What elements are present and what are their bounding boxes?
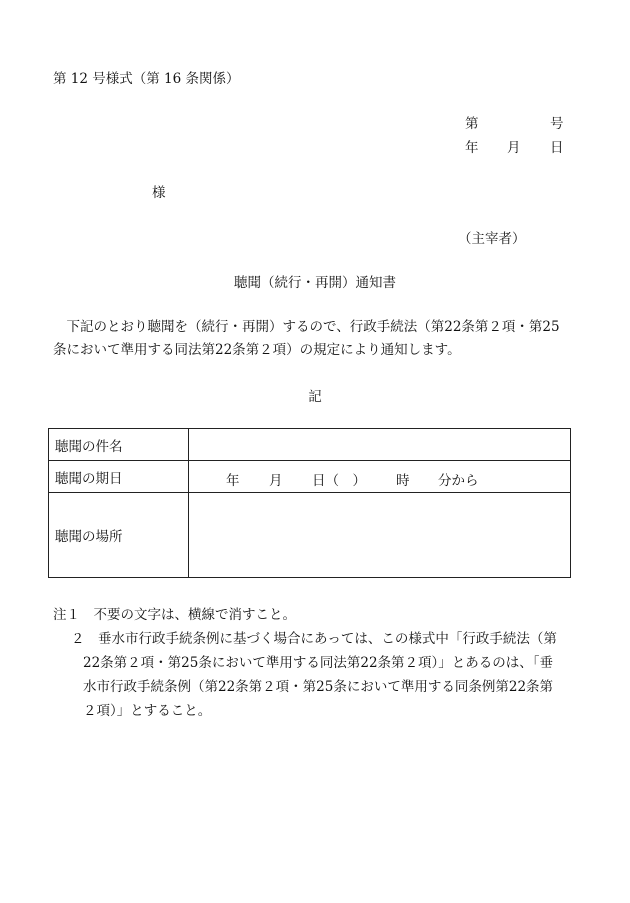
notes: [53, 603, 557, 723]
note-line: ２項）」とすること。: [83, 703, 212, 719]
addressee: 様: [152, 185, 166, 201]
date-minute-label: 分から: [438, 473, 479, 489]
row-value: [189, 493, 571, 578]
body-line: 条において準用する同法第22条第２項）の規定により通知します。: [53, 342, 461, 358]
date-month: 月: [507, 140, 521, 156]
table-row: [49, 493, 571, 578]
ki-heading: 記: [308, 389, 322, 405]
body-line: 下記のとおり聴聞を（続行・再開）するので、行政手続法（第22条第２項・第25: [53, 319, 560, 335]
note-line: 22条第２項・第25条において準用する同法第22条第２項）」とあるのは、「垂: [83, 655, 554, 671]
date-hour-label: 時: [396, 473, 410, 489]
document-number-prefix: 第: [465, 116, 479, 132]
note-line: 注１ 不要の文字は、横線で消すこと。: [53, 607, 296, 623]
date-month-label: 月: [269, 473, 283, 489]
table-row: [49, 429, 571, 461]
table-row: [49, 461, 571, 493]
date-year: 年: [465, 140, 479, 156]
hearing-date-cell: [189, 461, 571, 493]
date-day-label: 日（ ）: [312, 473, 366, 489]
form-number: 第 12 号様式（第 16 条関係）: [53, 71, 240, 87]
details-table: [48, 428, 571, 578]
note-line: ２ 垂水市行政手続条例に基づく場合にあっては、この様式中「行政手続法（第: [71, 631, 557, 647]
row-label: 聴聞の期日: [49, 461, 189, 493]
date-year-label: 年: [226, 473, 240, 489]
document-title: 聴聞（続行・再開）通知書: [234, 275, 396, 291]
document-number-suffix: 号: [550, 116, 564, 132]
row-label: 聴聞の件名: [49, 429, 189, 461]
date-day: 日: [550, 140, 564, 156]
note-line: 水市行政手続条例（第22条第２項・第25条において準用する同条例第22条第: [83, 679, 554, 695]
body-text: [53, 316, 593, 362]
sender: （主宰者）: [458, 231, 526, 247]
row-label: 聴聞の場所: [49, 493, 189, 578]
row-value: [189, 429, 571, 461]
